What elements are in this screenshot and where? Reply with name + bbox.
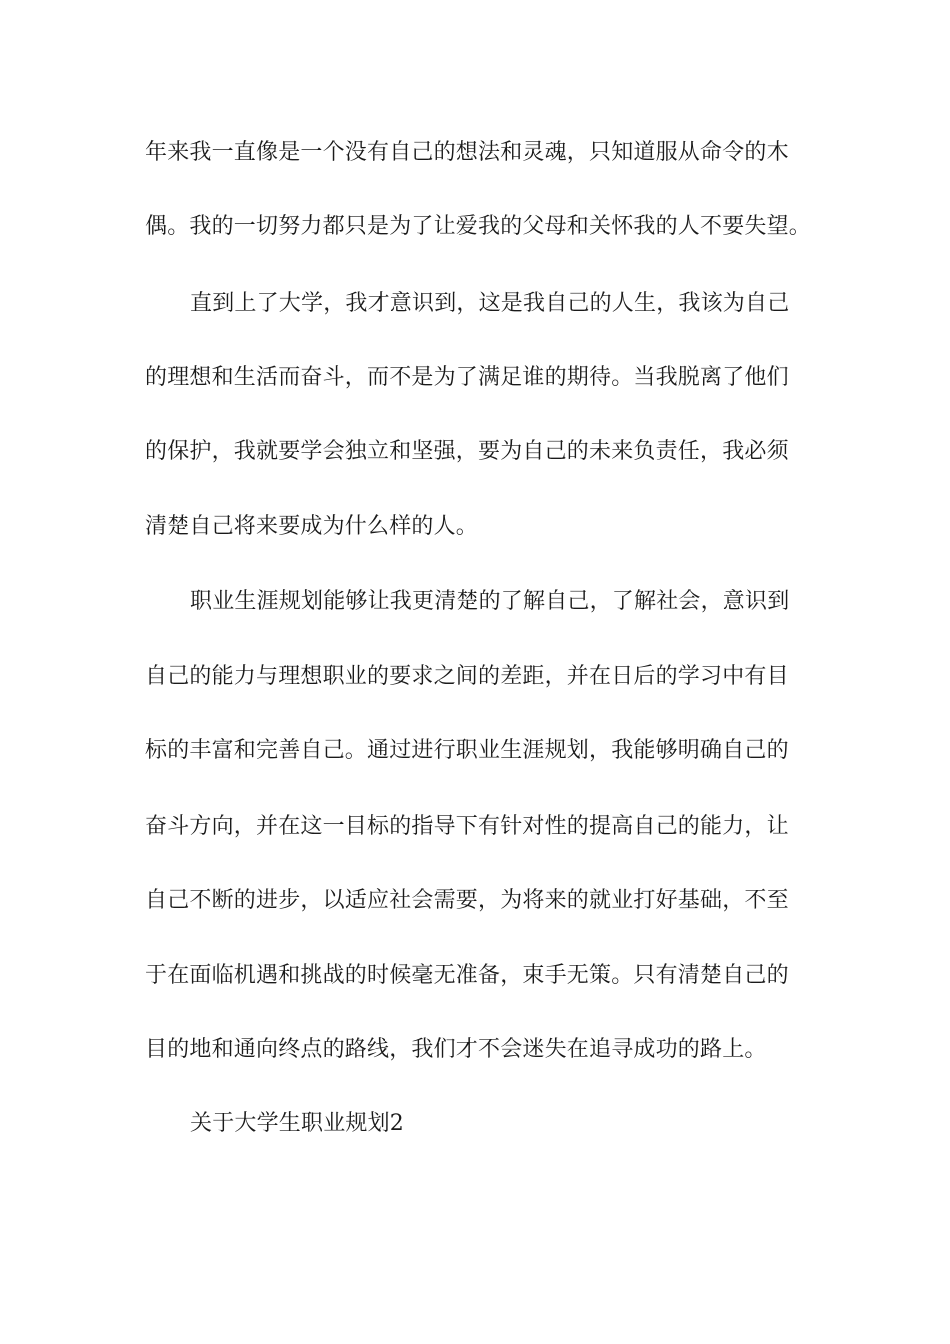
paragraph-line: 奋斗方向，并在这一目标的指导下有针对性的提高自己的能力，让 xyxy=(145,814,789,839)
paragraph-line: 于在面临机遇和挑战的时候毫无准备，束手无策。只有清楚自己的 xyxy=(145,963,789,988)
paragraph-line: 年来我一直像是一个没有自己的想法和灵魂，只知道服从命令的木 xyxy=(145,140,789,165)
paragraph-line: 的保护，我就要学会独立和坚强，要为自己的未来负责任，我必须 xyxy=(145,439,789,464)
paragraph-line: 清楚自己将来要成为什么样的人。 xyxy=(145,514,479,539)
paragraph-line: 偶。我的一切努力都只是为了让爱我的父母和关怀我的人不要失望。 xyxy=(145,214,812,239)
paragraph-line: 的理想和生活而奋斗，而不是为了满足谁的期待。当我脱离了他们 xyxy=(145,365,789,390)
paragraph-line: 标的丰富和完善自己。通过进行职业生涯规划，我能够明确自己的 xyxy=(145,738,789,763)
section-heading: 关于大学生职业规划2 xyxy=(190,1111,404,1136)
paragraph-line: 直到上了大学，我才意识到，这是我自己的人生，我该为自己 xyxy=(190,291,790,316)
paragraph-line: 自己不断的进步，以适应社会需要，为将来的就业打好基础，不至 xyxy=(145,888,789,913)
paragraph-line: 职业生涯规划能够让我更清楚的了解自己，了解社会，意识到 xyxy=(190,589,790,614)
paragraph-line: 目的地和通向终点的路线，我们才不会迷失在追寻成功的路上。 xyxy=(145,1037,767,1062)
paragraph-line: 自己的能力与理想职业的要求之间的差距，并在日后的学习中有目 xyxy=(145,664,789,689)
